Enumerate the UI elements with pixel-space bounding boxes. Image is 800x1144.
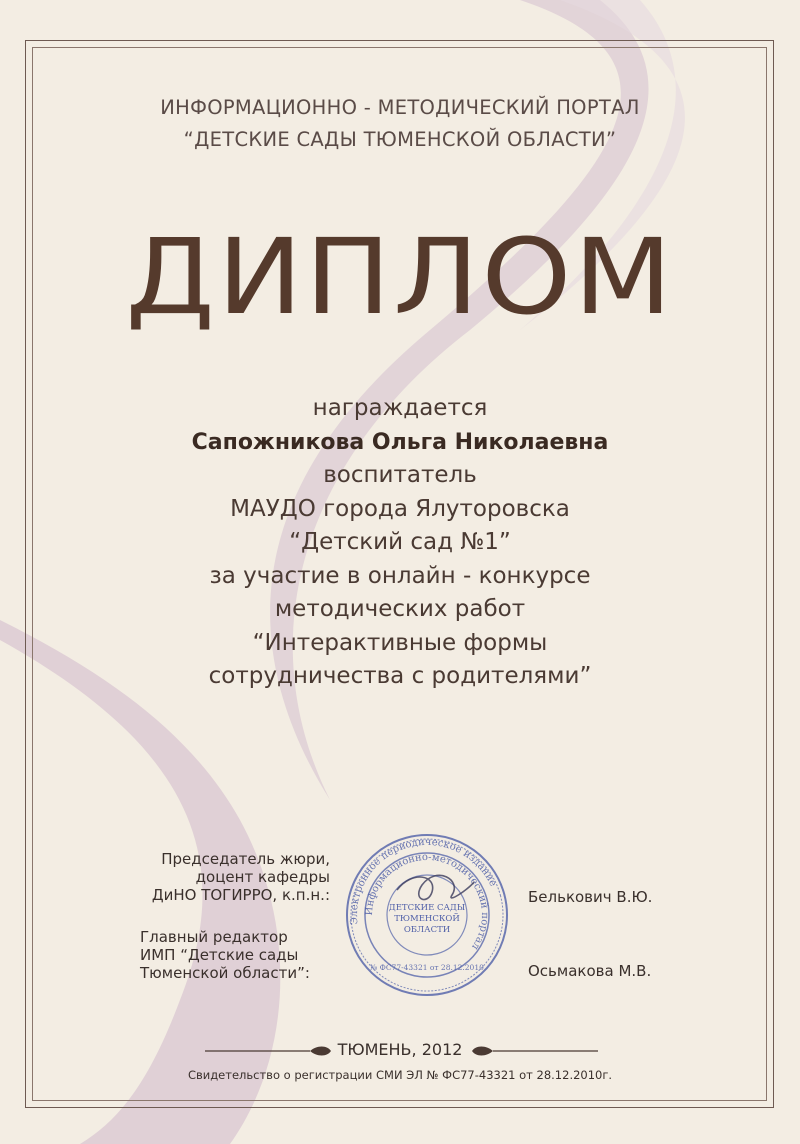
editor-line: Тюменской области”: bbox=[140, 964, 310, 982]
editor-name: Осьмакова М.В. bbox=[528, 962, 652, 980]
stamp-center-1: ДЕТСКИЕ САДЫ bbox=[388, 903, 466, 913]
registration-note: Свидетельство о регистрации СМИ ЭЛ № ФС77-43321 от 28.12.2010г. bbox=[187, 1068, 613, 1082]
stamp-bottom: № ФС77-43321 от 28.12.2010 bbox=[370, 963, 484, 972]
chair-line: ДиНО ТОГИРРО, к.п.н.: bbox=[151, 886, 330, 904]
award-line: методических работ bbox=[274, 596, 526, 622]
stamp-center-2: ТЮМЕНСКОЙ bbox=[394, 914, 460, 924]
award-line: награждается bbox=[312, 395, 488, 421]
stamp-ring-inner: Информационно-методический портал bbox=[363, 851, 491, 952]
award-line: “Интерактивные формы bbox=[252, 629, 548, 656]
award-line: сотрудничества с родителями” bbox=[208, 663, 592, 689]
chair-name: Белькович В.Ю. bbox=[528, 888, 653, 906]
editor-line: ИМП “Детские сады bbox=[140, 946, 299, 964]
award-line: воспитатель bbox=[323, 462, 477, 488]
portal-line-1: ИНФОРМАЦИОННО - МЕТОДИЧЕСКИЙ ПОРТАЛ bbox=[160, 96, 640, 119]
editor-title bbox=[140, 928, 340, 982]
recipient-name: Сапожникова Ольга Николаевна bbox=[191, 429, 609, 455]
portal-header bbox=[0, 92, 800, 156]
editor-line: Главный редактор bbox=[140, 928, 288, 946]
stamp-center-3: ОБЛАСТИ bbox=[403, 925, 451, 935]
chair-line: Председатель жюри, bbox=[161, 850, 330, 868]
stamp-ring-outer: Электронное периодическое издание bbox=[348, 836, 499, 926]
right-ornament-icon bbox=[468, 1043, 598, 1059]
award-line: за участие в онлайн - конкурсе bbox=[209, 562, 591, 589]
round-stamp bbox=[342, 830, 512, 1000]
city-year: ТЮМЕНЬ, 2012 bbox=[337, 1040, 463, 1059]
award-text bbox=[0, 392, 800, 694]
chair-line: доцент кафедры bbox=[195, 868, 330, 886]
portal-line-2: “ДЕТСКИЕ САДЫ ТЮМЕНСКОЙ ОБЛАСТИ” bbox=[183, 128, 617, 151]
award-line: МАУДО города Ялуторовска bbox=[230, 495, 570, 522]
chair-title bbox=[140, 850, 330, 904]
diploma-title: ДИПЛОМ bbox=[125, 216, 675, 338]
award-line: “Детский сад №1” bbox=[289, 529, 511, 555]
